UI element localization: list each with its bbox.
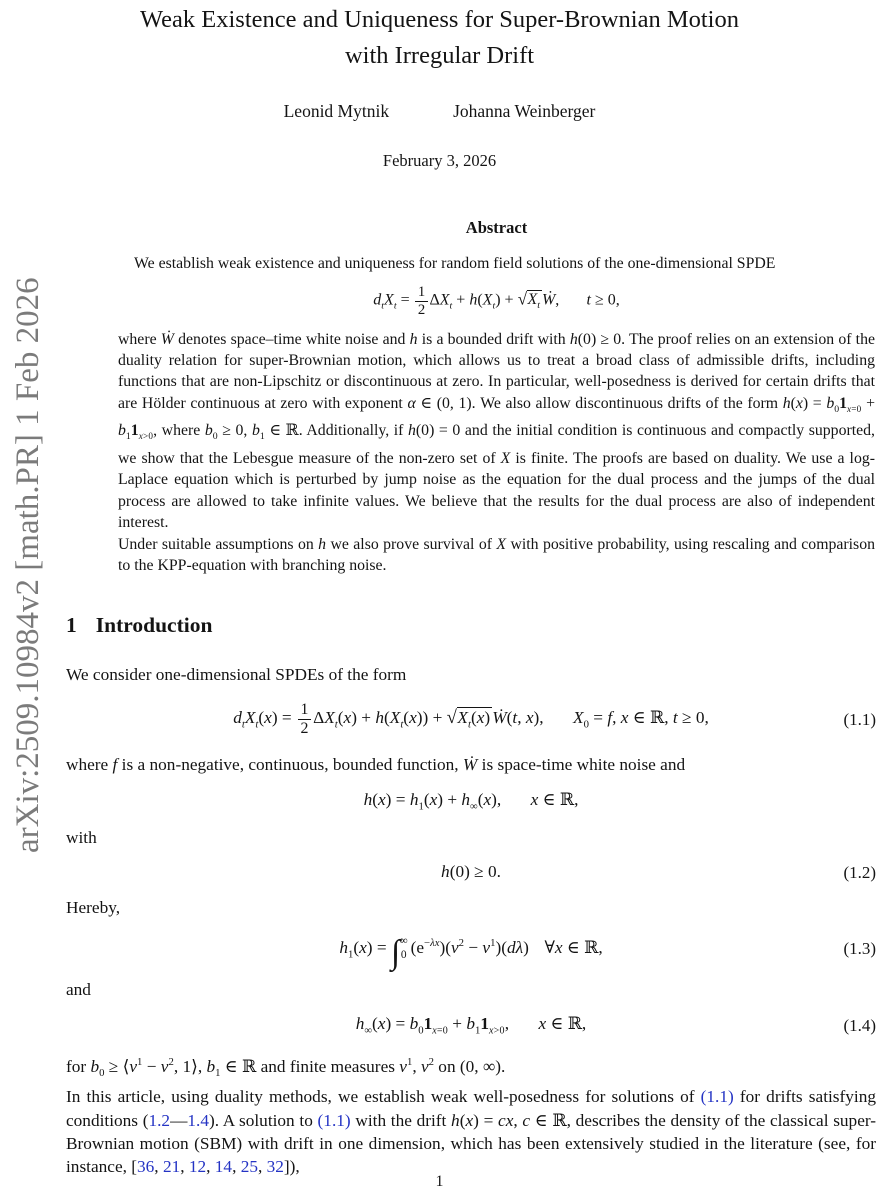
citation-ref[interactable]: 12: [188, 1156, 207, 1176]
body-paragraph: In this article, using duality methods, we establish weak well-posedness for solutions of (1.1) for drifts satisfying conditions (1.2—1.4). A solution to (1.1) with the drift h(x) = cx, c ∈ ℝ, describes the density of the classical super-Brownian motion (SBM) with drift in one dimension, which has been extensively studied in the literature (see, for instance, [36, 21, 12, 14, 25, 32]),: [66, 1087, 877, 1176]
equation-number: (1.1): [843, 709, 876, 729]
paper-date: February 3, 2026: [382, 151, 497, 170]
page-number: 1: [435, 1173, 444, 1190]
citation-ref[interactable]: 36: [137, 1156, 155, 1176]
display-equation-h: [66, 790, 876, 813]
equation-body: $h_1(x)$ = ∫ ∞ 0 $(e^{-\lambda x})(\nu^2 - \nu^1)(d\lambda)$ ∀x ∈ ℝ,: [339, 933, 603, 971]
eq-ref[interactable]: (1.1): [700, 1087, 734, 1107]
display-equation-abstract: $d_tX_t$ = $\frac{1}{2}$ $\Delta X_t + h(X_t) + √X_t$ Ẇ, t ≥ 0,: [373, 283, 620, 318]
citation-ref[interactable]: 25: [240, 1156, 258, 1176]
body-paragraph: Hereby,: [66, 897, 121, 917]
display-equation-1-4: [66, 1014, 876, 1037]
section-heading: [66, 614, 876, 637]
author-name-1: Leonid Mytnik: [283, 101, 390, 121]
eq-ref[interactable]: 1.2: [148, 1110, 171, 1130]
equation-body: $h_\infty(x) = b_01_{x=0} + b_11_{x>0}$, x ∈ ℝ,: [355, 1014, 587, 1037]
body-paragraph: and: [66, 980, 91, 1000]
eq-ref[interactable]: (1.1): [317, 1110, 351, 1130]
paper-title: [0, 0, 879, 74]
paper-title-line1: Weak Existence and Uniqueness for Super-Brownian Motion: [139, 6, 739, 33]
equation-body: h(0) ≥ 0.: [441, 862, 501, 882]
abstract-paragraph: Under suitable assumptions on h we also prove survival of X with positive probability, using rescaling and comparison to the KPP-equation with branching noise.: [118, 535, 875, 575]
body-paragraph: We consider one-dimensional SPDEs of the form: [66, 664, 407, 684]
citation-ref[interactable]: 21: [162, 1156, 181, 1176]
body-paragraph: where f is a non-negative, continuous, bounded function, Ẇ is space-time white noise and: [66, 755, 686, 775]
introduction-section: [66, 614, 876, 1178]
equation-number: (1.3): [843, 938, 876, 958]
display-equation-1-3: [66, 933, 876, 971]
equation-number: (1.4): [843, 1015, 876, 1035]
author-name-2: Johanna Weinberger: [453, 101, 596, 121]
section-number: 1: [66, 613, 77, 638]
abstract-paragraph: where Ẇ denotes space–time white noise and h is a bounded drift with h(0) ≥ 0. The proof relies on an extension of the duality relation for super-Brownian motion, which allows us to treat a broad class of admissible drifts, including functions that are non-Lipschitz or discontinuous at zero. In particular, well-posedness is derived for certain drifts that are Hölder continuous at zero with exponent α ∈ (0, 1). We also allow discontinuous drifts of the form $h(x) = b_01_{x=0} + b_11_{x>0}$, where $b_0 \ge 0$, $b_1$ ∈ ℝ. Additionally, if h(0) = 0 and the initial condition is continuous and compactly supported, we show that the Lebesgue measure of the non-zero set of X is finite. The proofs are based on duality. We use a log-Laplace equation which is perturbed by jump noise as the equation for the dual process and the jumps of the dual process are allowed to take infinite values. We believe that the results for the dual process are also of independent interest.: [118, 330, 876, 532]
equation-body: $d_tX_t(x)$ = $\frac{1}{2}$ $\Delta X_t(x) + h(X_t(x)) + √X_t(x)$ Ẇ(t, x), $X_0 = f$, x ∈ ℝ, t ≥ 0,: [233, 700, 709, 738]
citation-ref[interactable]: 14: [214, 1156, 233, 1176]
equation-body: $h(x) = h_1(x) + h_\infty(x)$, x ∈ ℝ,: [363, 789, 579, 813]
arxiv-watermark: arXiv:2509.10984v2 [math.PR] 1 Feb 2026: [10, 277, 46, 853]
body-paragraph: for $b_0$ ≥ $⟨\nu^1 - \nu^2$, 1⟩, $b_1$ ∈ ℝ and finite measures $\nu^1$, $\nu^2$ on (0, ∞).: [66, 1055, 506, 1080]
section-title: Introduction: [95, 613, 213, 638]
citation-ref[interactable]: 32: [266, 1156, 284, 1176]
display-equation-1-1: [66, 701, 876, 739]
display-equation-1-2: [66, 862, 876, 883]
abstract-section: [118, 217, 875, 576]
paper-title-line2: with Irregular Drift: [344, 42, 535, 69]
equation-number: (1.2): [843, 862, 876, 882]
body-paragraph: with: [66, 827, 97, 847]
eq-ref[interactable]: 1.4: [187, 1110, 209, 1130]
author-list: [0, 101, 879, 122]
abstract-paragraph: We establish weak existence and uniqueness for random field solutions of the one-dimensional SPDE: [134, 255, 776, 273]
abstract-heading: Abstract: [465, 218, 528, 237]
